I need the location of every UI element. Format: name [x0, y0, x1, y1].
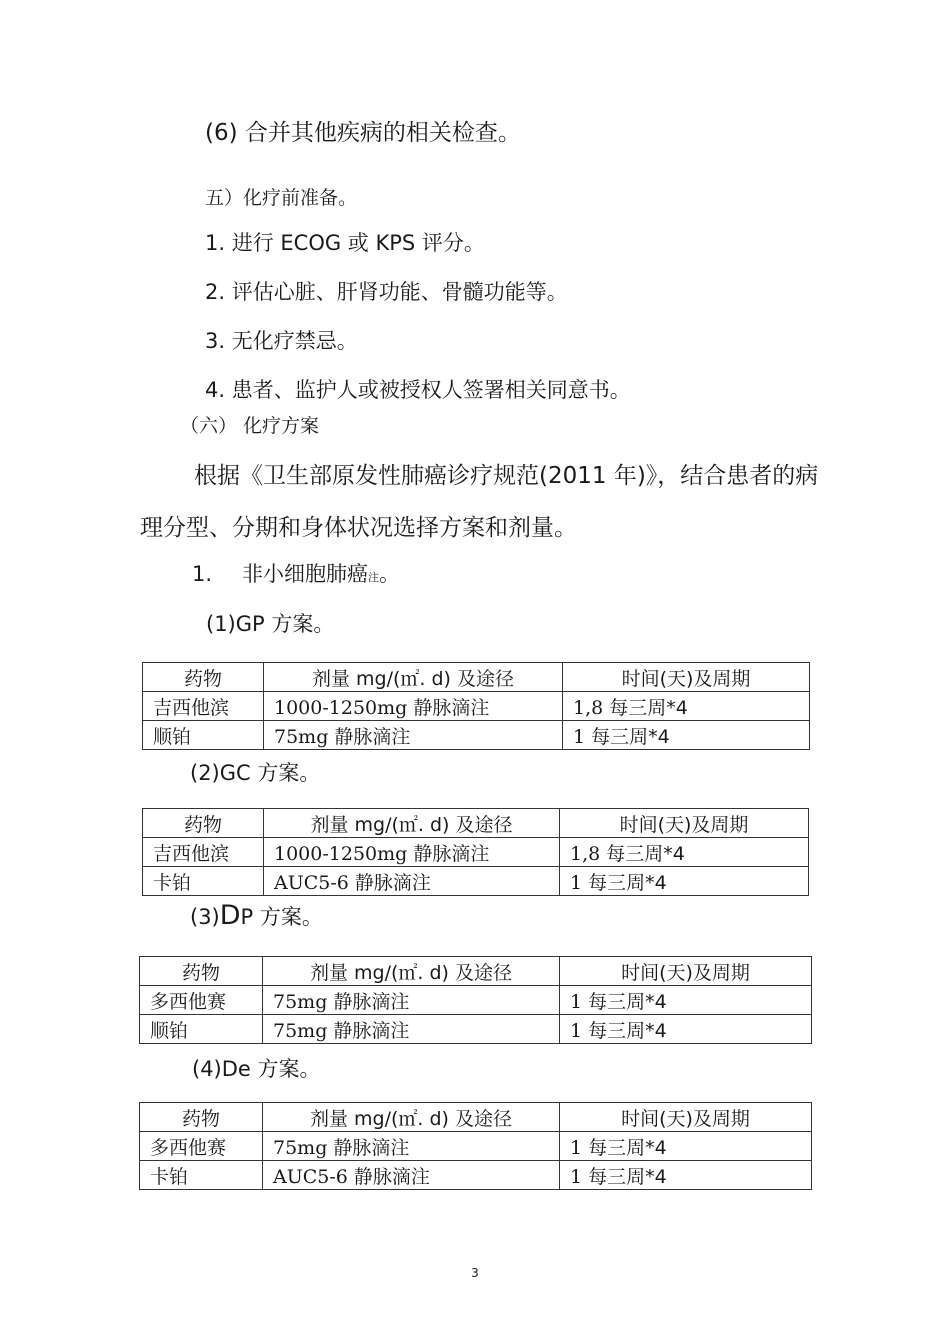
- dose-route: [263, 1161, 560, 1190]
- regimen-gc-table: [142, 808, 809, 896]
- dose-route: [264, 692, 563, 721]
- schedule-cycle: 每三周*4: [606, 842, 685, 865]
- drug-name: 吉西他滨: [143, 838, 264, 867]
- schedule-days: 1: [570, 1165, 583, 1188]
- regimen-gp-table: [142, 662, 810, 750]
- schedule: [560, 986, 812, 1015]
- schedule: [560, 1161, 812, 1190]
- regimen-gp-label: (1)GP 方案。: [206, 612, 335, 636]
- table-row: [140, 986, 812, 1015]
- route: 静脉滴注: [413, 696, 490, 719]
- nsclc-heading: [192, 558, 400, 588]
- table-header-row: [143, 809, 809, 838]
- schedule-days: 1,8: [573, 696, 604, 719]
- schedule-cycle: 每三周*4: [588, 1165, 667, 1188]
- item-6-related-exams: (6) 合并其他疾病的相关检查。: [205, 120, 521, 146]
- drug-name: 顺铂: [143, 721, 264, 750]
- section-6-heading: （六） 化疗方案: [180, 415, 320, 437]
- route: 静脉滴注: [334, 725, 411, 748]
- schedule: [563, 721, 810, 750]
- schedule: [560, 838, 809, 867]
- drug-name: 多西他赛: [140, 1132, 263, 1161]
- regimen-dp-rest: P 方案。: [240, 905, 323, 929]
- schedule-days: 1,8: [570, 842, 601, 865]
- prep-item-1: 1. 进行 ECOG 或 KPS 评分。: [205, 231, 485, 255]
- dose-amount: 75mg: [273, 1019, 328, 1042]
- schedule-cycle: 每三周*4: [588, 1019, 667, 1042]
- schedule-days: 1: [570, 1019, 583, 1042]
- dose-amount: 75mg: [274, 725, 329, 748]
- route: 静脉滴注: [353, 1165, 430, 1188]
- regimen-de-table: [139, 1102, 812, 1190]
- schedule-cycle: 每三周*4: [588, 871, 667, 894]
- regimen-gc-label: (2)GC 方案。: [190, 761, 321, 785]
- header-schedule: 时间(天)及周期: [560, 809, 809, 838]
- header-drug: 药物: [140, 1103, 263, 1132]
- drug-name: 卡铂: [143, 867, 264, 896]
- schedule: [560, 1132, 812, 1161]
- schedule-cycle: 每三周*4: [588, 990, 667, 1013]
- dose-route: [264, 867, 560, 896]
- header-dose: 剂量 mg/(㎡. d) 及途径: [264, 809, 560, 838]
- dose-amount: AUC5-6: [274, 871, 349, 894]
- prep-item-2: 2. 评估心脏、肝肾功能、骨髓功能等。: [205, 280, 568, 304]
- schedule: [560, 867, 809, 896]
- route: 静脉滴注: [354, 871, 431, 894]
- table-row: [143, 838, 809, 867]
- table-header-row: [140, 1103, 812, 1132]
- schedule-days: 1: [570, 871, 583, 894]
- header-dose: 剂量 mg/(㎡. d) 及途径: [264, 663, 563, 692]
- page-number: 3: [471, 1266, 479, 1280]
- dose-route: [263, 1132, 560, 1161]
- dose-amount: 1000-1250mg: [274, 696, 408, 719]
- header-dose: 剂量 mg/(㎡. d) 及途径: [263, 957, 560, 986]
- schedule: [560, 1015, 812, 1044]
- schedule: [563, 692, 810, 721]
- regimen-dp-initial: D: [219, 900, 241, 931]
- prep-item-3: 3. 无化疗禁忌。: [205, 329, 358, 353]
- regimen-dp-prefix: (3): [190, 905, 220, 929]
- intro-paragraph: 根据《卫生部原发性肺癌诊疗规范(2011 年)》，结合患者的病理分型、分期和身体状况选择方案和剂量。: [140, 463, 819, 541]
- drug-name: 顺铂: [140, 1015, 263, 1044]
- table-header-row: [140, 957, 812, 986]
- schedule-days: 1: [570, 1136, 583, 1159]
- regimen-dp-label: [190, 900, 323, 931]
- header-drug: 药物: [140, 957, 263, 986]
- dose-amount: AUC5-6: [273, 1165, 348, 1188]
- table-header-row: [143, 663, 810, 692]
- regimen-dp-table: [139, 956, 812, 1044]
- header-drug: 药物: [143, 809, 264, 838]
- schedule-days: 1: [570, 990, 583, 1013]
- header-schedule: 时间(天)及周期: [560, 1103, 812, 1132]
- schedule-cycle: 每三周*4: [591, 725, 670, 748]
- prep-item-4: 4. 患者、监护人或被授权人签署相关同意书。: [205, 378, 631, 402]
- nsclc-note: 注: [368, 571, 380, 584]
- route: 静脉滴注: [333, 1019, 410, 1042]
- schedule-days: 1: [573, 725, 586, 748]
- drug-name: 吉西他滨: [143, 692, 264, 721]
- drug-name: 卡铂: [140, 1161, 263, 1190]
- route: 静脉滴注: [333, 1136, 410, 1159]
- table-row: [140, 1132, 812, 1161]
- dose-route: [263, 1015, 560, 1044]
- table-row: [140, 1161, 812, 1190]
- nsclc-number: 1.: [192, 562, 213, 586]
- dose-route: [263, 986, 560, 1015]
- regimen-de-label: (4)De 方案。: [192, 1057, 321, 1081]
- nsclc-title: 非小细胞肺癌: [242, 562, 369, 586]
- dose-amount: 1000-1250mg: [274, 842, 408, 865]
- route: 静脉滴注: [333, 990, 410, 1013]
- table-row: [140, 1015, 812, 1044]
- header-dose: 剂量 mg/(㎡. d) 及途径: [263, 1103, 560, 1132]
- schedule-cycle: 每三周*4: [588, 1136, 667, 1159]
- route: 静脉滴注: [413, 842, 490, 865]
- dose-amount: 75mg: [273, 1136, 328, 1159]
- table-row: [143, 867, 809, 896]
- drug-name: 多西他赛: [140, 986, 263, 1015]
- header-schedule: 时间(天)及周期: [560, 957, 812, 986]
- table-row: [143, 692, 810, 721]
- header-schedule: 时间(天)及周期: [563, 663, 810, 692]
- section-5-heading: 五）化疗前准备。: [205, 187, 358, 209]
- table-row: [143, 721, 810, 750]
- dose-route: [264, 838, 560, 867]
- dose-amount: 75mg: [273, 990, 328, 1013]
- dose-route: [264, 721, 563, 750]
- schedule-cycle: 每三周*4: [609, 696, 688, 719]
- nsclc-end: 。: [379, 562, 401, 586]
- header-drug: 药物: [143, 663, 264, 692]
